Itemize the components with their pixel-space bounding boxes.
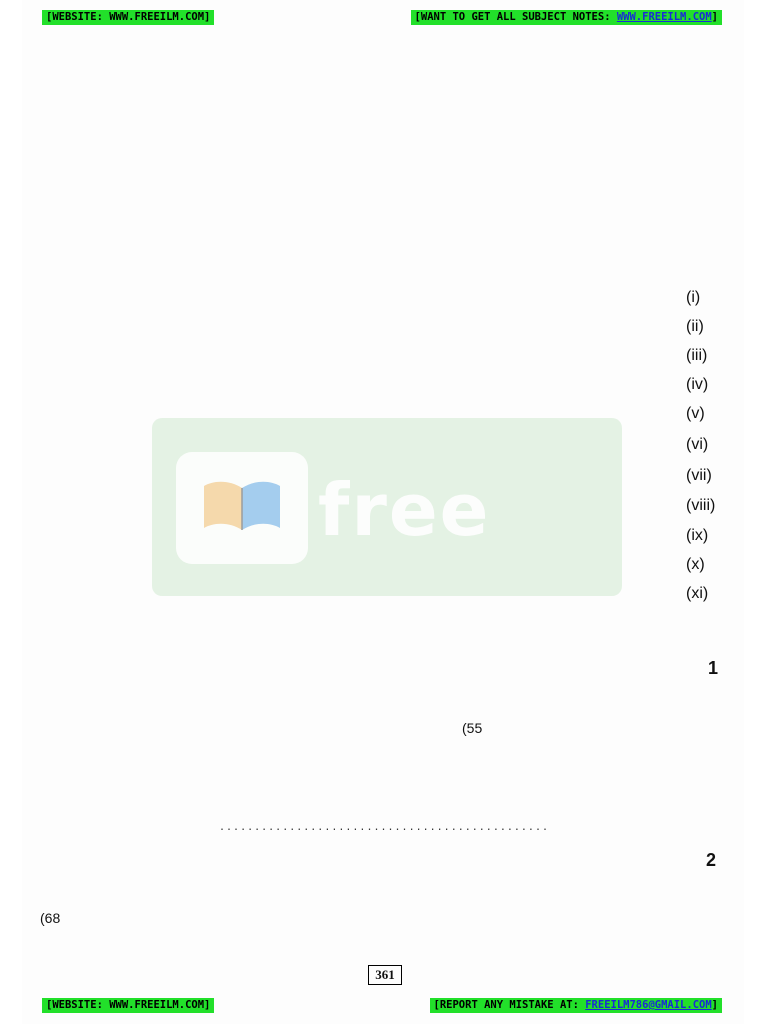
list-number: (vii) xyxy=(686,467,712,484)
example-number: 1 xyxy=(708,658,719,678)
list-number: (i) xyxy=(686,289,701,306)
footer-website-badge[interactable] xyxy=(42,998,214,1013)
header-notes-suffix: ] xyxy=(711,11,718,23)
list-number: (ii) xyxy=(686,318,704,335)
footer-report-suffix: ] xyxy=(711,999,718,1011)
separator-line: ............................................... xyxy=(219,822,549,833)
header-notes-prefix: [WANT TO GET ALL SUBJECT NOTES: xyxy=(414,11,617,23)
header-website-badge[interactable] xyxy=(42,10,214,25)
page-number: 361 xyxy=(368,965,402,985)
example-number: 2 xyxy=(706,850,717,870)
list-number: (x) xyxy=(686,556,705,573)
list-number: (viii) xyxy=(686,497,716,514)
footer-website-text[interactable]: [WEBSITE: WWW.FREEILM.COM] xyxy=(46,999,211,1011)
list-number: (xi) xyxy=(686,585,709,602)
header-website-text[interactable]: [WEBSITE: WWW.FREEILM.COM] xyxy=(46,11,211,23)
footer-report-prefix: [REPORT ANY MISTAKE AT: xyxy=(433,999,586,1011)
page-heading xyxy=(300,96,470,140)
list-number: (ix) xyxy=(686,527,709,544)
footer-report-badge xyxy=(430,998,722,1013)
list-number: (iii) xyxy=(686,347,708,364)
example-word-count: (55 xyxy=(462,720,483,736)
header-notes-badge xyxy=(411,10,722,25)
list-number: (iv) xyxy=(686,376,709,393)
list-number: (vi) xyxy=(686,436,709,453)
footer-report-email-link[interactable]: FREEILM786@GMAIL.COM xyxy=(585,999,712,1011)
example-word-count: (68 xyxy=(40,910,61,926)
watermark-text: free xyxy=(318,468,491,552)
header-notes-link[interactable]: WWW.FREEILM.COM xyxy=(616,11,712,23)
list-number: (v) xyxy=(686,405,705,422)
open-book-icon xyxy=(200,478,284,536)
